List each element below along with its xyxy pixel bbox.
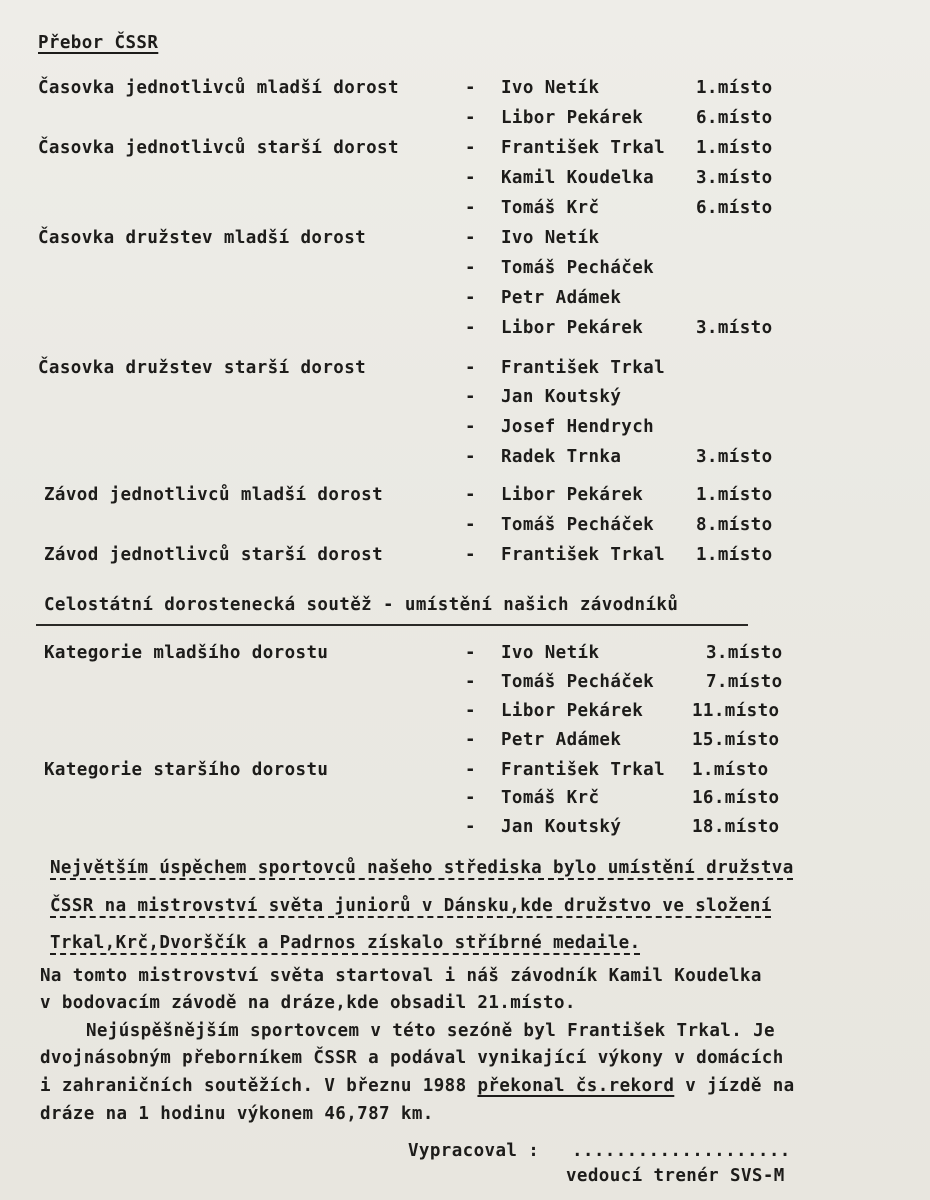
signature-label: Vypracoval : [408,1141,540,1161]
athlete-name: Tomáš Krč [501,788,600,808]
dash: - [465,387,476,407]
athlete-place: 16.místo [692,788,780,808]
athlete-place: 3.místo [696,168,773,188]
dash: - [465,288,476,308]
dash: - [465,788,476,808]
athlete-name: František Trkal [501,760,666,780]
athlete-place: 3.místo [696,447,773,467]
record-phrase: překonal čs.rekord [477,1076,675,1096]
dash: - [465,701,476,721]
dash: - [465,138,476,158]
athlete-place: 11.místo [692,701,780,721]
athlete-place: 1.místo [696,545,773,565]
dash: - [465,760,476,780]
athlete-name: Libor Pekárek [501,485,644,505]
dash: - [465,485,476,505]
athlete-place: 8.místo [696,515,773,535]
category-label: Kategorie staršího dorostu [44,760,329,780]
athlete-name: Ivo Netík [501,228,600,248]
paragraph-line: Na tomto mistrovství světa startoval i náš závodník Kamil Koudelka [40,966,762,986]
athlete-name: Tomáš Pecháček [501,258,655,278]
highlight-line: Trkal,Krč,Dvorščík a Padrnos získalo stříbrné medaile. [50,933,641,953]
event-label: Časovka družstev starší dorost [38,358,367,378]
athlete-name: Jan Koutský [501,817,622,837]
dash: - [465,643,476,663]
dash: - [465,258,476,278]
athlete-name: Josef Hendrych [501,417,655,437]
dash: - [465,168,476,188]
athlete-name: Tomáš Krč [501,198,600,218]
athlete-place: 1.místo [696,138,773,158]
dash: - [465,672,476,692]
paragraph-line [40,1076,795,1096]
section-rule [36,624,748,626]
event-label: Časovka jednotlivců mladší dorost [38,78,399,98]
paragraph-line: Nejúspěšnějším sportovcem v této sezóně byl František Trkal. Je [86,1021,775,1041]
athlete-name: Libor Pekárek [501,108,644,128]
event-label: Časovka jednotlivců starší dorost [38,138,399,158]
dash: - [465,228,476,248]
athlete-name: František Trkal [501,358,666,378]
document-heading: Přebor ČSSR [38,33,159,53]
event-label: Závod jednotlivců mladší dorost [44,485,384,505]
event-label: Časovka družstev mladší dorost [38,228,367,248]
paragraph-line: dráze na 1 hodinu výkonem 46,787 km. [40,1104,434,1124]
athlete-place: 1.místo [692,760,769,780]
athlete-place: 7.místo [706,672,783,692]
dash: - [465,447,476,467]
event-label: Závod jednotlivců starší dorost [44,545,384,565]
signature-role: vedoucí trenér SVS-M [566,1166,785,1186]
athlete-name: František Trkal [501,545,666,565]
athlete-place: 1.místo [696,485,773,505]
athlete-name: Radek Trnka [501,447,622,467]
athlete-name: Petr Adámek [501,730,622,750]
athlete-name: Kamil Koudelka [501,168,655,188]
dash: - [465,358,476,378]
athlete-place: 15.místo [692,730,780,750]
paragraph-text: i zahraničních soutěžích. V březnu 1988 [40,1076,478,1096]
dash: - [465,417,476,437]
athlete-name: Tomáš Pecháček [501,672,655,692]
athlete-place: 3.místo [696,318,773,338]
athlete-place: 18.místo [692,817,780,837]
athlete-name: František Trkal [501,138,666,158]
section-heading: Celostátní dorostenecká soutěž - umístění našich závodníků [44,595,679,615]
athlete-place: 3.místo [706,643,783,663]
dash: - [465,108,476,128]
athlete-name: Ivo Netík [501,78,600,98]
dash: - [465,515,476,535]
dash: - [465,817,476,837]
dash: - [465,198,476,218]
paragraph-line: dvojnásobným přeborníkem ČSSR a podával vynikající výkony v domácích [40,1048,784,1068]
dash: - [465,78,476,98]
highlight-line: ČSSR na mistrovství světa juniorů v Dánsku,kde družstvo ve složení [50,896,772,916]
athlete-name: Ivo Netík [501,643,600,663]
signature-dots: .................... [572,1141,791,1161]
dash: - [465,545,476,565]
athlete-name: Tomáš Pecháček [501,515,655,535]
category-label: Kategorie mladšího dorostu [44,643,329,663]
athlete-name: Jan Koutský [501,387,622,407]
athlete-name: Petr Adámek [501,288,622,308]
athlete-place: 1.místo [696,78,773,98]
athlete-name: Libor Pekárek [501,318,644,338]
athlete-place: 6.místo [696,108,773,128]
highlight-line: Největším úspěchem sportovců našeho střediska bylo umístění družstva [50,858,794,878]
athlete-name: Libor Pekárek [501,701,644,721]
dash: - [465,730,476,750]
dash: - [465,318,476,338]
athlete-place: 6.místo [696,198,773,218]
paragraph-line: v bodovacím závodě na dráze,kde obsadil 21.místo. [40,993,576,1013]
paragraph-text: v jízdě na [674,1076,795,1096]
